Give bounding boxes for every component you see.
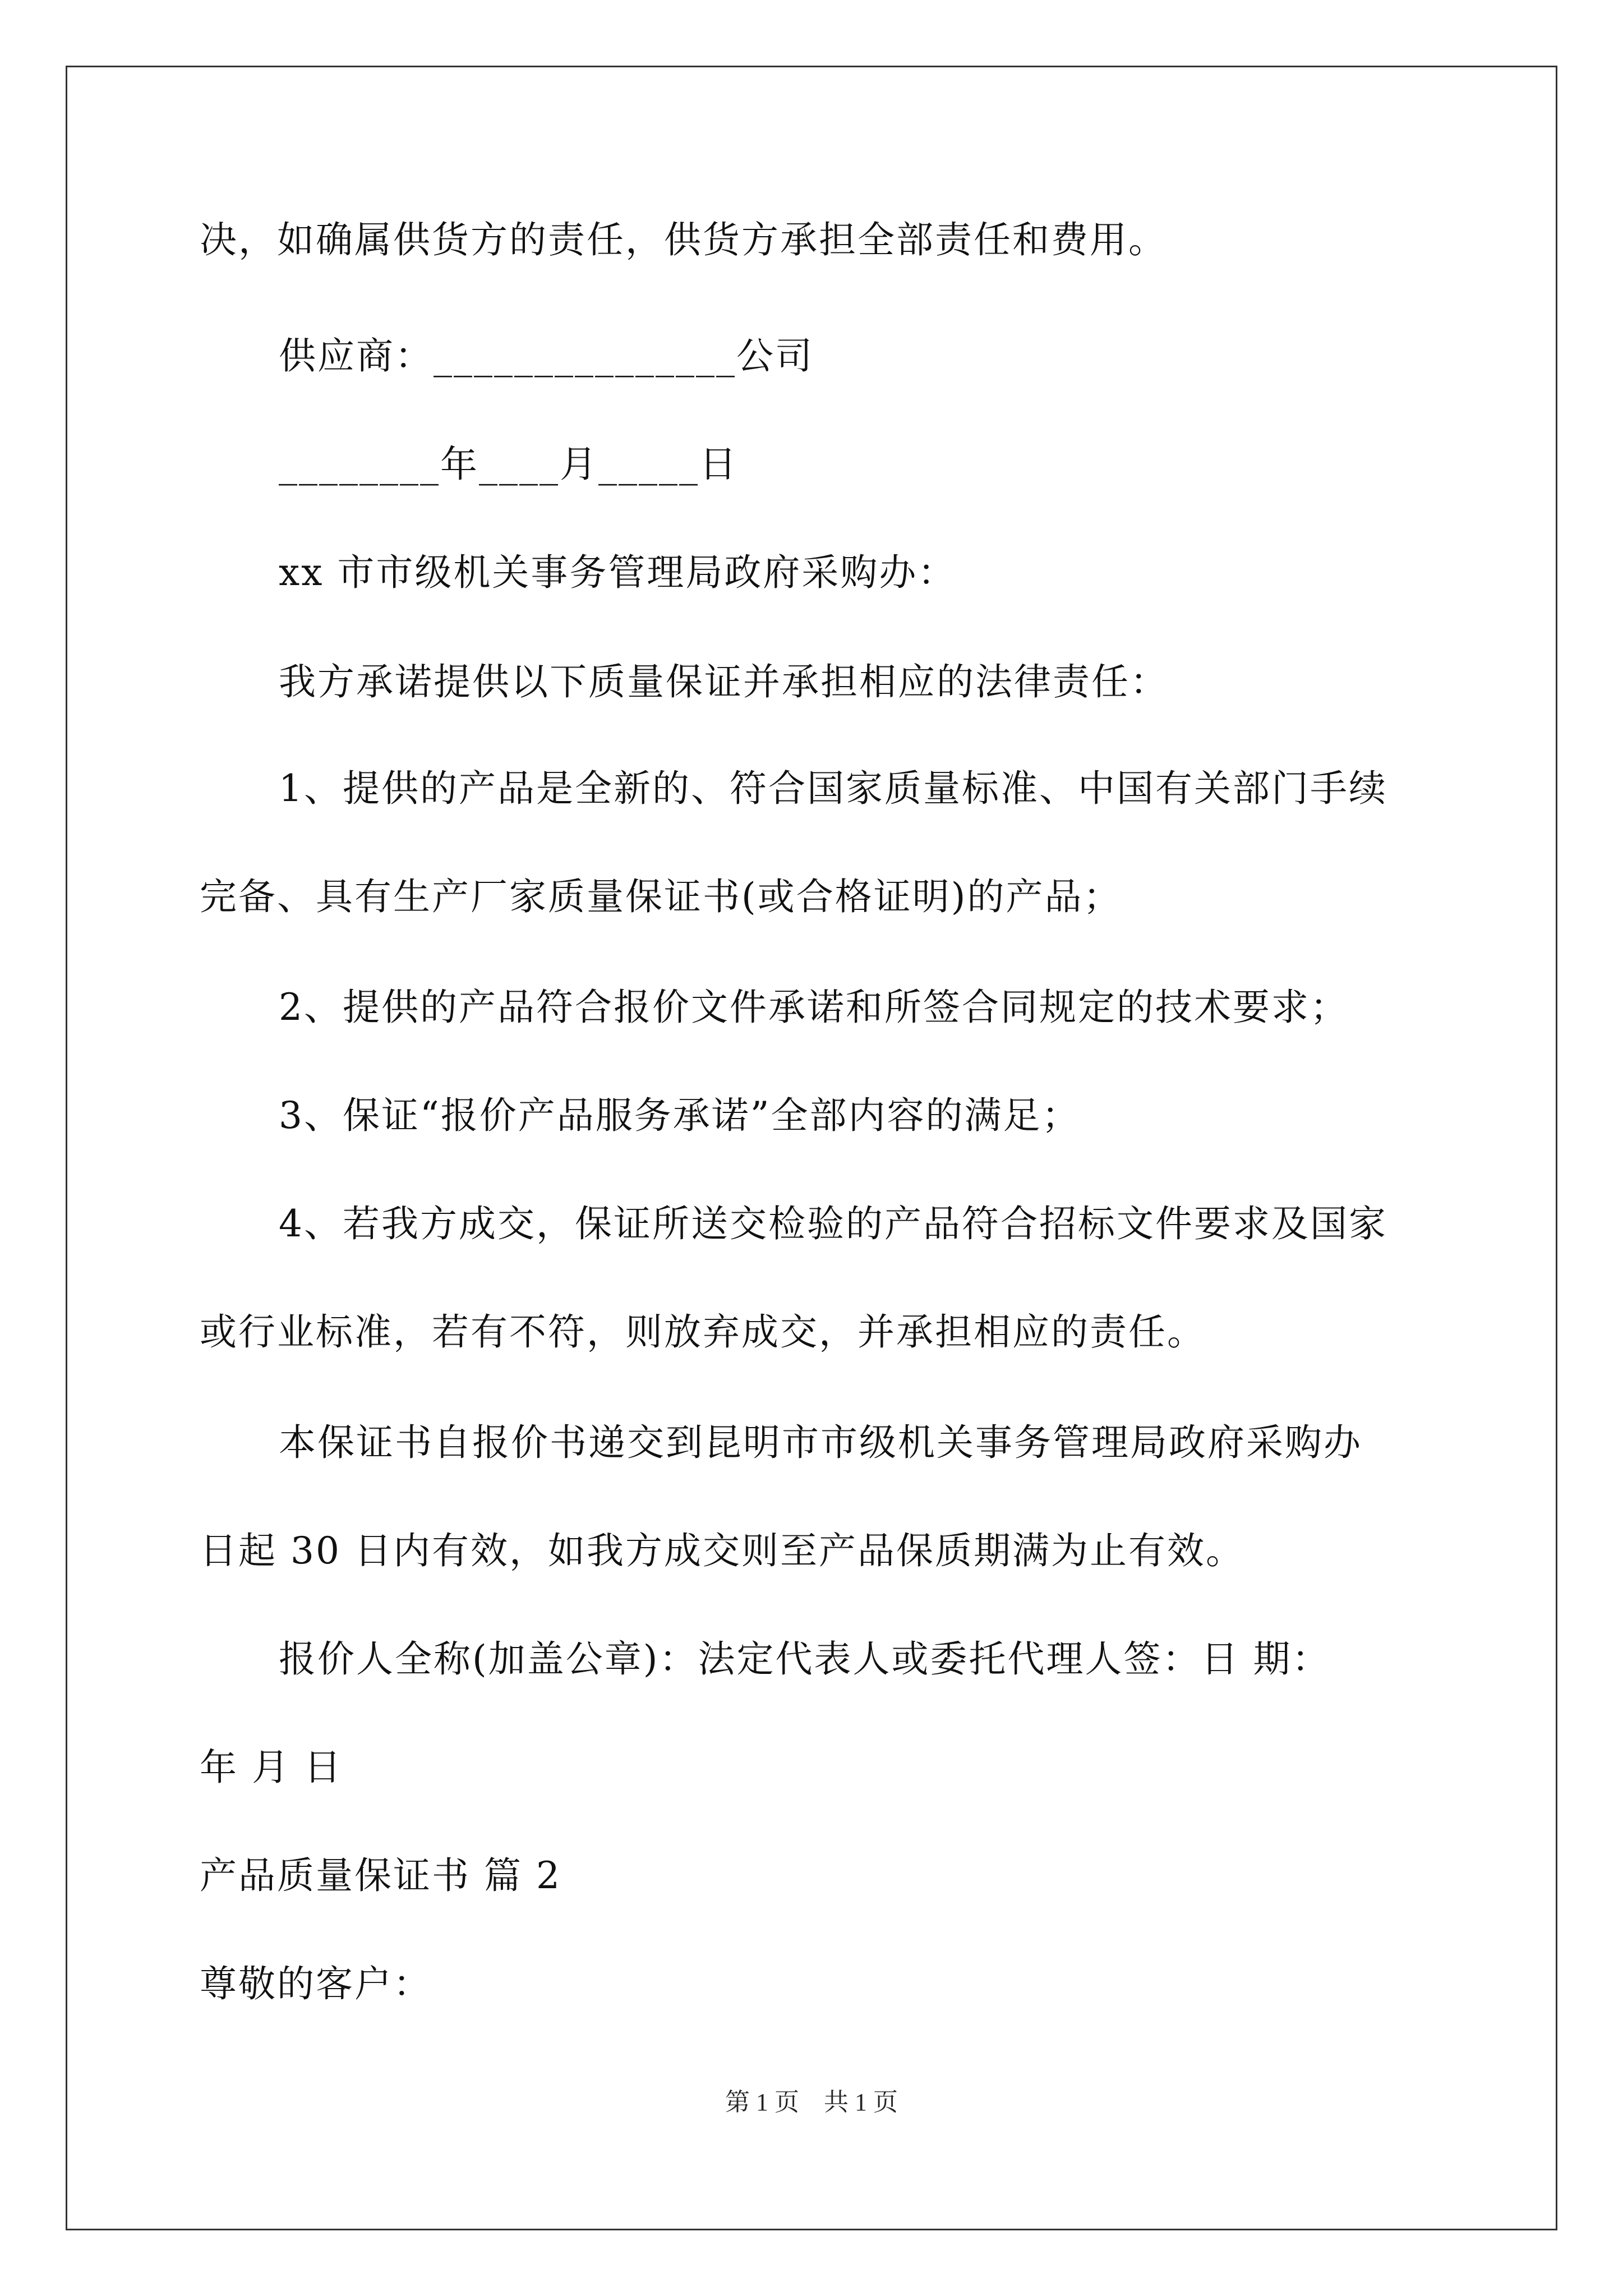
page-footer: 第 1 页 共 1 页	[725, 2088, 898, 2116]
page-border	[66, 66, 1557, 2230]
list-item-4-continuation: 或行业标准，若有不符，则放弃成交，并承担相应的责任。	[200, 1310, 1206, 1354]
paragraph-line: 决，如确属供货方的责任，供货方承担全部责任和费用。	[200, 218, 1167, 261]
signature-date-line: 年 月 日	[200, 1746, 343, 1789]
list-item-4-line: 4、若我方成交，保证所送交检验的产品符合招标文件要求及国家	[279, 1202, 1387, 1245]
supplier-line: 供应商：_______________公司	[279, 334, 814, 378]
addressee-line: xx 市市级机关事务管理局政府采购办：	[279, 551, 957, 594]
date-line: ________年____月_____日	[279, 443, 738, 486]
list-item-1-continuation: 完备、具有生产厂家质量保证书(或合格证明)的产品；	[200, 875, 1122, 918]
validity-paragraph-continuation: 日起 30 日内有效，如我方成交则至产品保质期满为止有效。	[200, 1529, 1244, 1572]
salutation-line: 尊敬的客户：	[200, 1962, 432, 2005]
list-item-2-line: 2、提供的产品符合报价文件承诺和所签合同规定的技术要求；	[279, 986, 1349, 1029]
list-item-3-line: 3、保证“报价产品服务承诺”全部内容的满足；	[279, 1094, 1081, 1137]
paragraph-line: 我方承诺提供以下质量保证并承担相应的法律责任：	[279, 660, 1169, 703]
list-item-1-line: 1、提供的产品是全新的、符合国家质量标准、中国有关部门手续	[279, 767, 1387, 810]
signature-line: 报价人全称(加盖公章)：法定代表人或委托代理人签：日 期：	[279, 1637, 1331, 1681]
section-heading: 产品质量保证书 篇 2	[200, 1854, 561, 1897]
validity-paragraph-line: 本保证书自报价书递交到昆明市市级机关事务管理局政府采购办	[279, 1421, 1362, 1464]
